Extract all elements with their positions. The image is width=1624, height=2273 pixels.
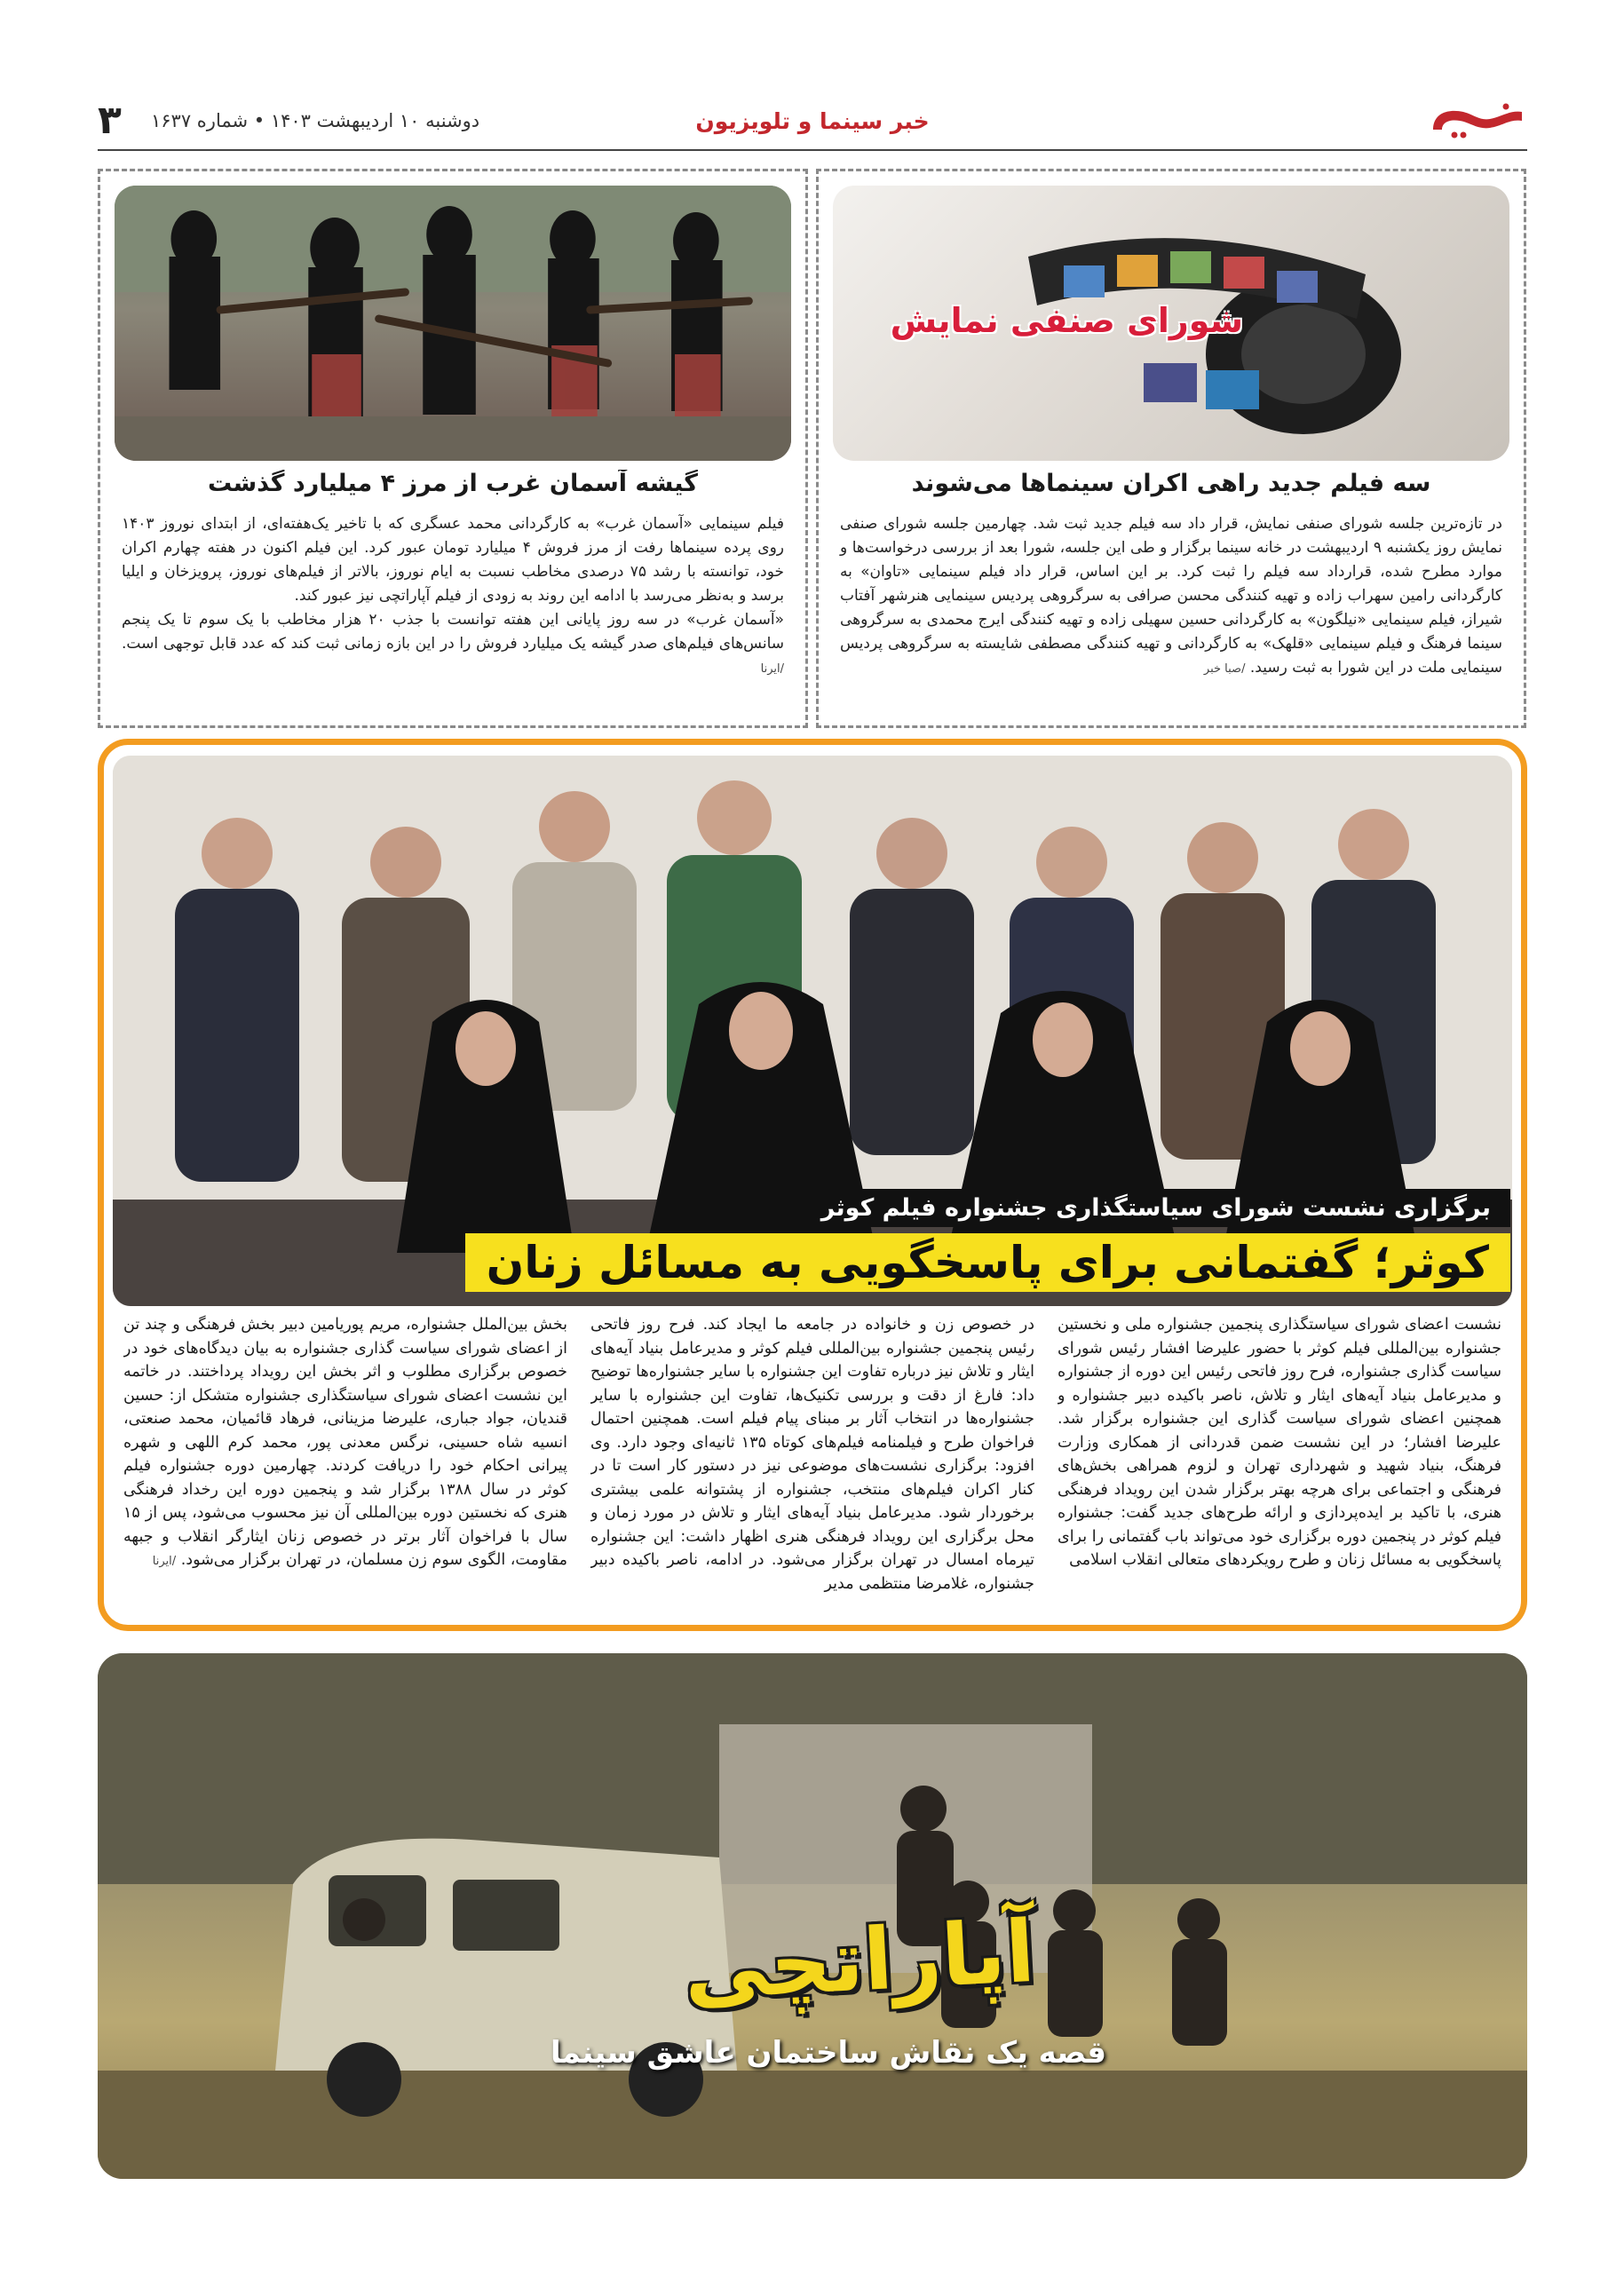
- feature-columns: [123, 1313, 1501, 1624]
- article-new-films: [816, 169, 1526, 728]
- saba-logo: [1428, 99, 1527, 140]
- feature-source: /ایرنا: [152, 1555, 177, 1568]
- feature-column-2: در خصوص زن و خانواده در جامعه ما ایجاد کند. فرح روز فاتحی رئیس پنجمین جشنواره بین‌المللی فیلم کوثر و مدیرعامل بنیاد آیه‌های ایثار و تلاش نیز درباره تفاوت این جشنواره با سایر جشنواره‌ها توضیح داد: فارغ از دقت و بررسی تکنیک‌ها، تفاوت این جشنواره با سایر جشنواره‌ها در انتخاب آثار بر مبنای پیام فیلم است. همچنین احتمال فراخوان طرح و فیلمنامه فیلم‌های کوتاه ۱۳۵ ثانیه‌ای وجود دارد. وی افزود: برگزاری نشست‌های موضوعی نیز در دستور کار است تا در کنار اکران فیلم‌های منتخب، جشنواره از پشتوانه علمی بیشتری برخوردار شود. مدیرعامل بنیاد آیه‌های ایثار و تلاش در مورد زمان و محل برگزاری این رویداد فرهنگی هنری اظهار داشت: این جشنواره تیرماه امسال در تهران برگزار می‌شود. در ادامه، ناصر باکیده دبیر جشنواره، غلامرضا منتظمی مدیر: [590, 1316, 1034, 1593]
- kowsar-feature: [98, 739, 1527, 1631]
- article-text: «آسمان غرب» در سه روز پایانی این هفته توانست با جذب ۲۰ هزار مخاطب با یک سوم تا یک پنجم سانس‌های فیلم‌های صدر گیشه یک میلیارد فروش را در این بازه زمانی ثبت کند که عدد قابل توجهی است.: [122, 611, 784, 653]
- feature-column-1: نشست اعضای شورای سیاستگذاری پنجمین جشنواره ملی و نخستین جشنواره بین‌المللی فیلم کوثر با حضور علیرضا افشار رئیس شورای سیاست گذاری جشنواره، فرح روز فاتحی رئیس این دوره از جشنواره و مدیرعامل بنیاد آیه‌های ایثار و تلاش، ناصر باکیده دبیر جشنواره و همچنین اعضای شورای سیاست گذاری این جشنواره برگزار شد. علیرضا افشار؛ در این نشست ضمن قدردانی از همکاری وزارت فرهنگ، بنیاد شهید و شهرداری تهران و لزوم همراهی بخش‌های فرهنگی و اجتماعی برای هرچه بهتر برگزار شدن این رویداد فرهنگی هنری، با تاکید بر ایده‌پردازی و ارائه طرح‌های جدید گفت: جشنواره فیلم کوثر در پنجمین دوره برگزاری خود می‌تواند باب گفتمانی را برای پاسخگویی به مسائل زنان و طرح رویکردهای متعالی انقلاب اسلامی: [1058, 1316, 1501, 1569]
- article-box-office: [98, 169, 808, 728]
- page-number: ۳: [98, 98, 122, 143]
- cinema-council-image: [833, 186, 1509, 461]
- article-body: [840, 512, 1502, 681]
- poster-tagline: قصه یک نقاش ساختمان عاشق سینما: [551, 2035, 1107, 2071]
- aparatchi-poster: [98, 1653, 1527, 2179]
- section-title: خبر سینما و تلویزیون: [695, 108, 930, 134]
- feature-headline: کوثر؛ گفتمانی برای پاسخگویی به مسائل زنان: [465, 1233, 1510, 1292]
- women-with-rifles-photo: [115, 186, 791, 461]
- film-still-image: [115, 186, 791, 461]
- article-paragraph: فیلم سینمایی «آسمان غرب» به کارگردانی محمد عسگری که با تاخیر یک‌هفته‌ای، از ابتدای نوروز ۱۴۰۳ روی پرده سینماها رفت از مرز فروش ۴ میلیارد تومان عبور کرد. این فیلم اکنون در هفته چهارم اکران خود، توانسته با رشد ۷۵ درصدی مخاطب نسبت به ایام نوروز، بالاتر از فیلم‌های نوروز، پرویزخان و ایلیا برسد و به‌نظر می‌رسد با ادامه این روند به زودی از فیلم آپاراتچی نیز عبور کند.: [122, 515, 784, 605]
- issue-date-number: دوشنبه ۱۰ اردیبهشت ۱۴۰۳ • شماره ۱۶۳۷: [151, 110, 480, 131]
- article-body: [122, 512, 784, 681]
- article-text: در تازه‌ترین جلسه شورای صنفی نمایش، قرار داد سه فیلم جدید ثبت شد. چهارمین جلسه شورای صنفی نمایش روز یکشنبه ۹ اردیبهشت در خانه سینما برگزار و طی این جلسه، شورا بعد از بررسی درخواست‌ها و موارد مطرح شده، قرارداد سه فیلم را ثبت کرد. بر این اساس، قرار داد فیلم سینمایی «تاوان» به کارگردانی رامین سهراب زاده و تهیه کنندگی محسن صرافی به سرگروهی پردیس سینمایی هنرشهر آفتاب شیراز، فیلم سینمایی «نیلگون» به کارگردانی حسین سهیلی زاده و تهیه کنندگی ایرج محمدی به سرگروهی سینما فرهنگ و فیلم سینمایی «قلهک» به کارگردانی و تهیه کنندگی مصطفی شایسته به سرگروهی پردیس سینمایی ملت در این شورا به ثبت رسید.: [840, 515, 1502, 677]
- council-label: شورای صنفی نمایش: [890, 301, 1243, 340]
- feature-kicker: برگزاری نشست شورای سیاستگذاری جشنواره فیلم کوثر: [802, 1189, 1510, 1227]
- article-title: سه فیلم جدید راهی اکران سینماها می‌شوند: [911, 470, 1431, 497]
- article-title: گیشه آسمان غرب از مرز ۴ میلیارد گذشت: [208, 470, 698, 497]
- page-header: [98, 96, 1527, 151]
- article-source: /صبا خبر: [1203, 662, 1246, 676]
- feature-column-3: [123, 1313, 567, 1624]
- poster-film-logo: آپاراتچی: [681, 1901, 1038, 2020]
- feature-text: بخش بین‌الملل جشنواره، مریم پوریامین دبیر بخش فرهنگی و چند تن از اعضای شورای سیاست گذاری جشنواره به بیان دیدگاه‌های خود در خصوص برگزاری مطلوب و اثر بخش این رویداد پرداختند. در خاتمه این نشست اعضای شورای سیاستگذاری جشنواره متشکل از: حسین قندیان، جواد جباری، علیرضا مزینانی، فرهاد قائمیان، محمد صنعتی، انسیه شاه حسینی، نرگس معدنی پور، محمد کرم اللهی و شهره پیرانی احکام خود را دریافت کردند. چهارمین دوره جشنواره فیلم کوثر در سال ۱۳۸۸ برگزار شد و پنجمین دوره این رخداد فرهنگی هنری که نخستین دوره بین‌المللی آن نیز محسوب می‌شود، پس از ۱۵ سال با فراخوان آثار برتر در خصوص زنان ایثارگر انقلاب و جبهه مقاومت، الگوی سوم زن مسلمان، در تهران برگزار می‌شود.: [123, 1316, 567, 1569]
- article-source: /ایرنا: [760, 662, 784, 676]
